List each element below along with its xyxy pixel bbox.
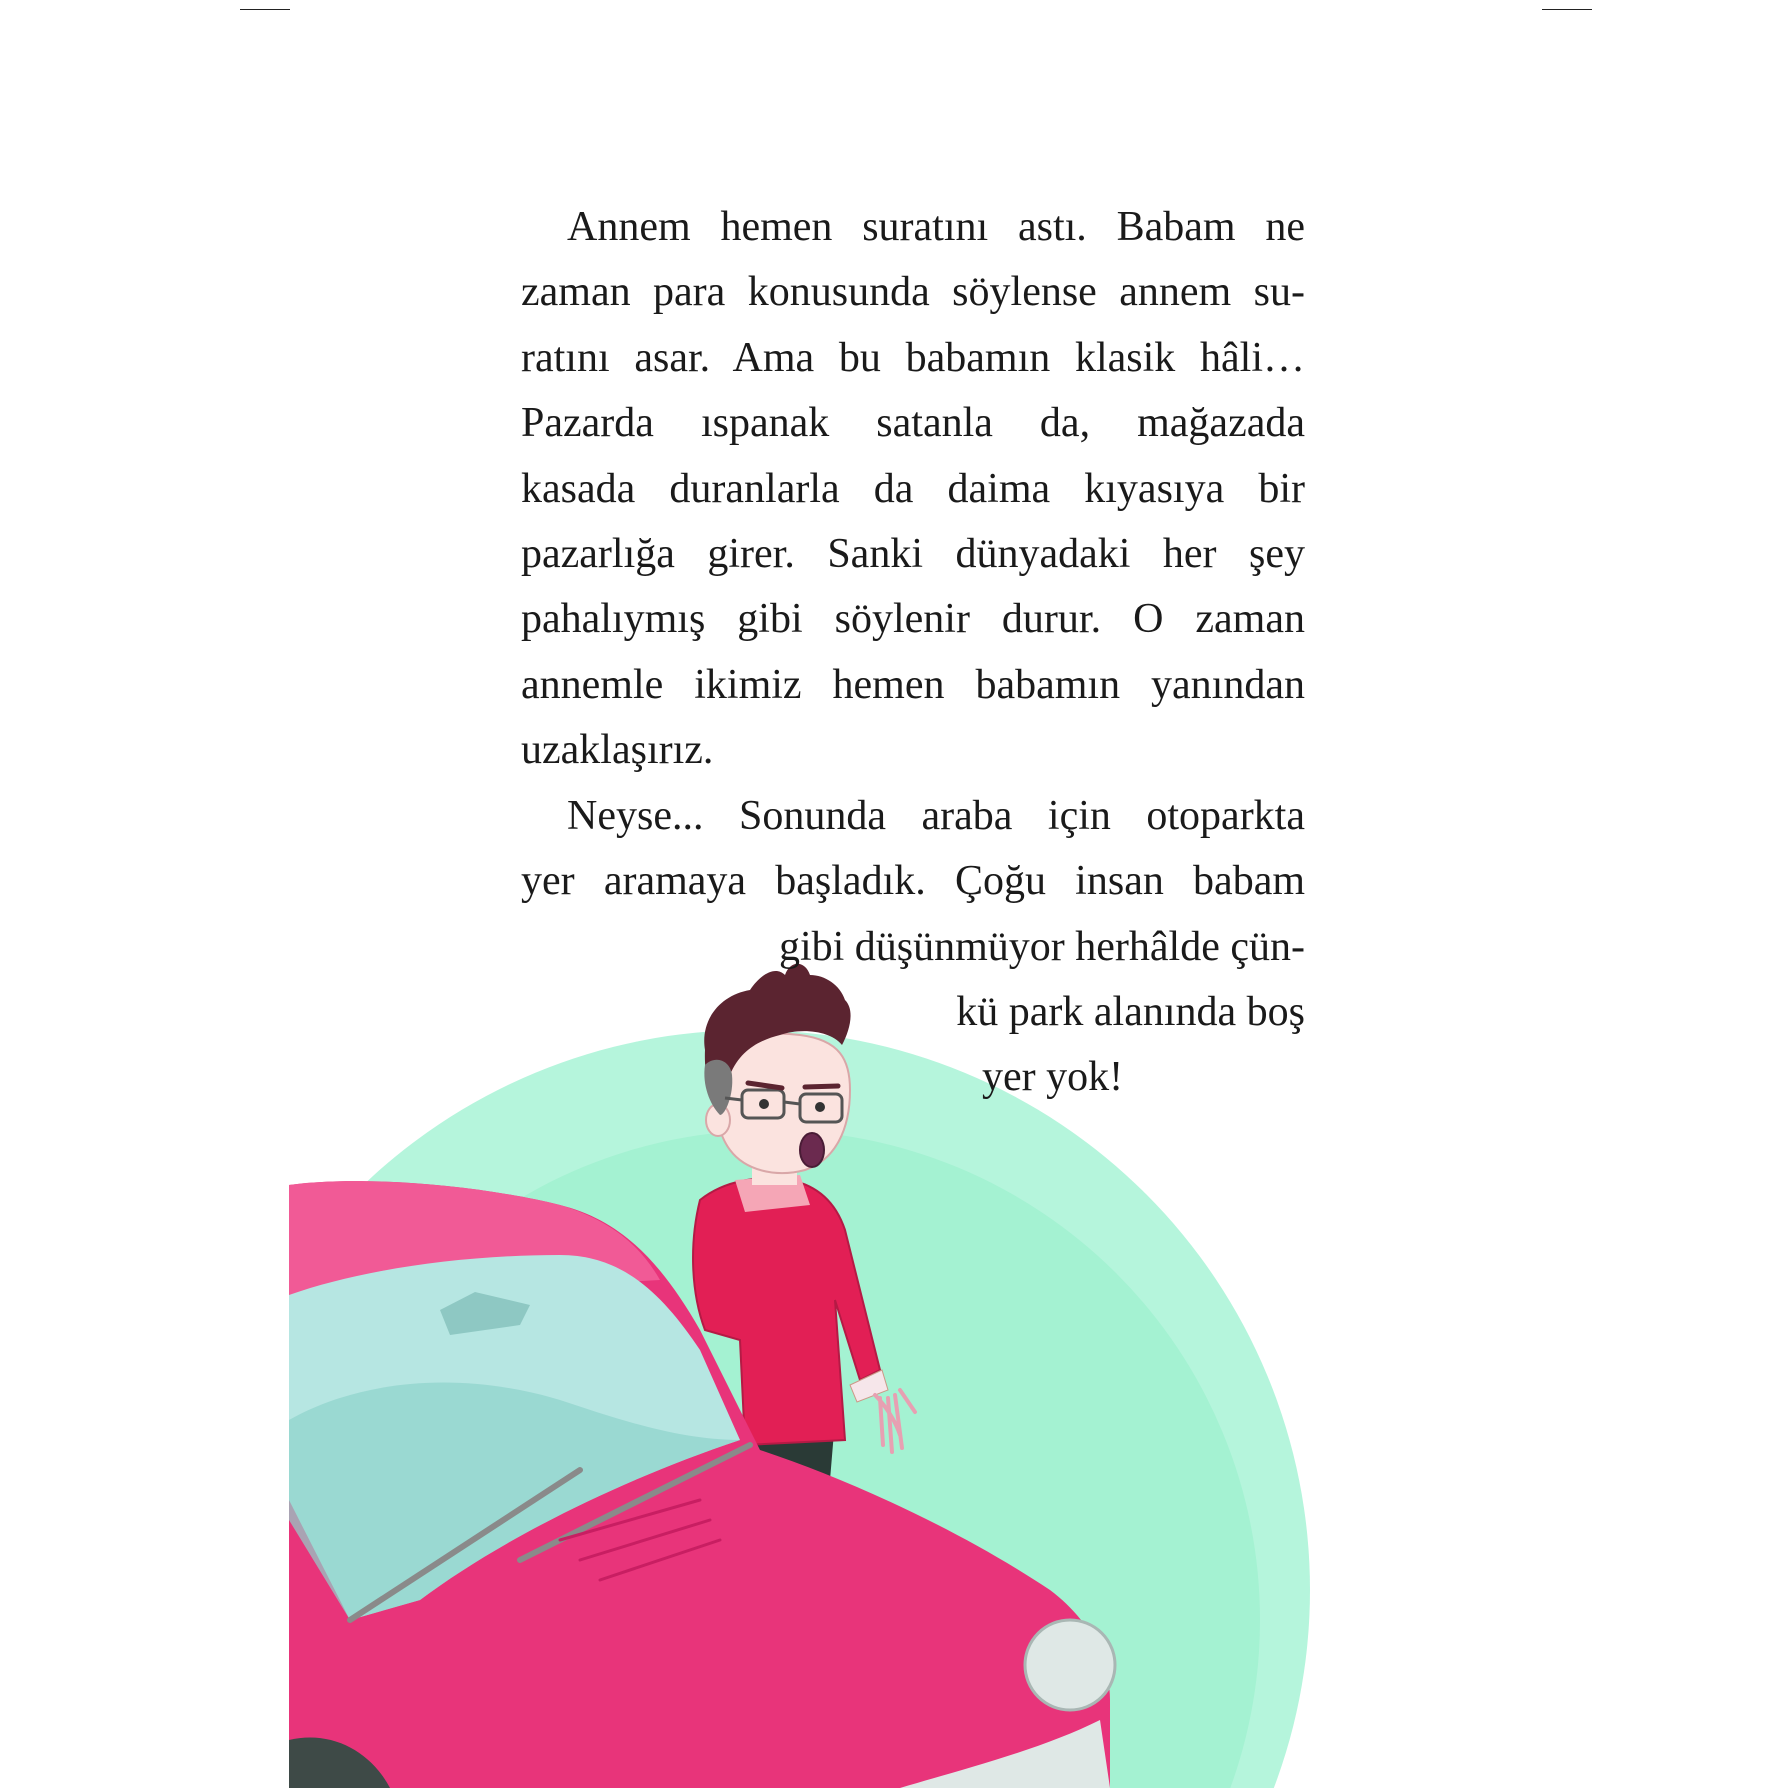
text-line-3: ratını asar. Ama bu babamın klasik hâli…: [521, 335, 1305, 381]
text-line-4: Pazarda ıspanak satanla da, mağazada: [521, 400, 1305, 446]
text-line-6: pazarlığa girer. Sanki dünyadaki her şey: [521, 531, 1305, 577]
man-mouth: [800, 1133, 824, 1167]
text-line-9: uzaklaşırız.: [521, 727, 714, 773]
text-line-11: yer aramaya başladık. Çoğu insan babam: [521, 858, 1305, 904]
text-line-14: yer yok!: [982, 1054, 1124, 1100]
man-eye-right: [815, 1102, 825, 1112]
text-line-13: kü park alanında boş: [956, 989, 1305, 1035]
man-eye-left: [759, 1099, 769, 1109]
text-line-10: Neyse... Sonunda araba için otoparkta: [567, 793, 1305, 839]
text-line-2: zaman para konusunda söylense annem su-: [521, 269, 1305, 315]
text-line-5: kasada duranlarla da daima kıyasıya bir: [521, 466, 1305, 512]
text-line-1: Annem hemen suratını astı. Babam ne: [567, 204, 1305, 250]
text-line-7: pahalıymış gibi söylenir durur. O zaman: [521, 596, 1305, 642]
text-line-8: annemle ikimiz hemen babamın yanından: [521, 662, 1305, 708]
text-line-12: gibi düşünmüyor herhâlde çün-: [778, 924, 1305, 970]
car-headlight: [1025, 1620, 1115, 1710]
